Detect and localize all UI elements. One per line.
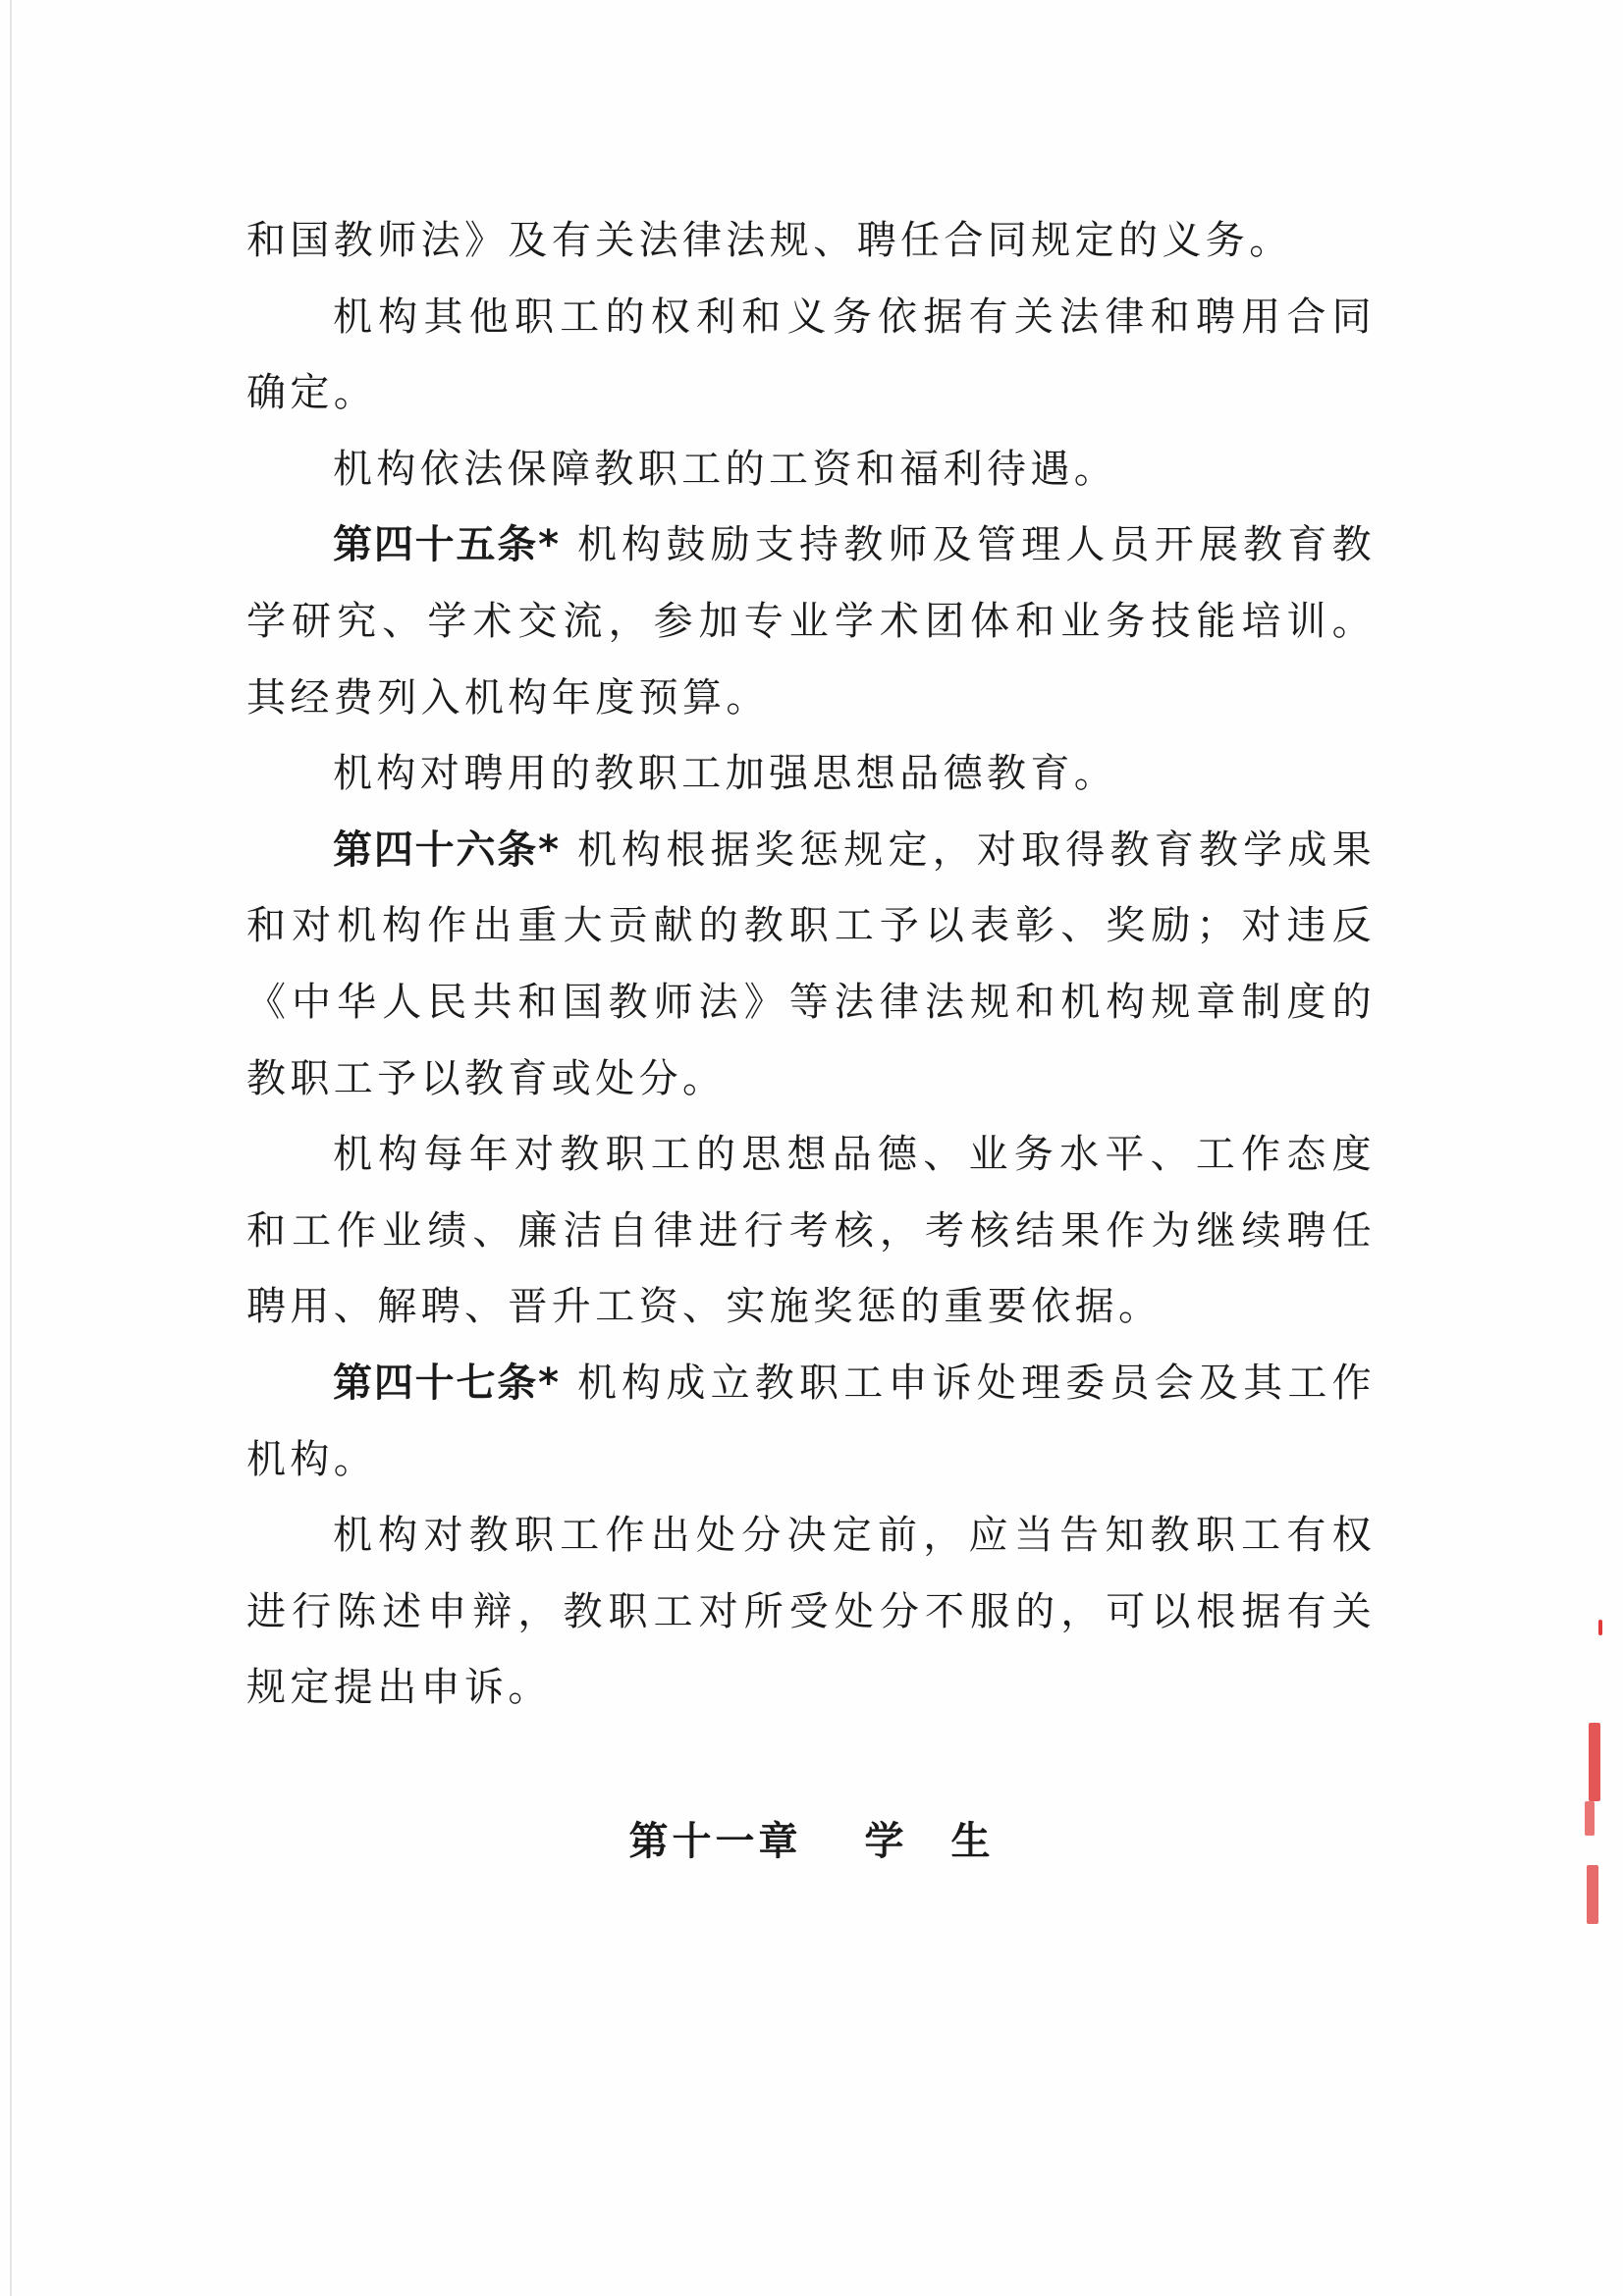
paragraph: [246, 1498, 1376, 1727]
scan-edge: [10, 0, 12, 2296]
stamp-fragment: [1587, 1865, 1598, 1924]
chapter-heading: [0, 1810, 1623, 1866]
stamp-fragment: [1598, 1620, 1602, 1635]
stamp-fragment: [1585, 1801, 1595, 1836]
paragraph: [246, 736, 1376, 813]
article-spacer: [560, 828, 577, 873]
chapter-title: 学 生: [864, 1818, 995, 1864]
paragraph-text: 机构对聘用的教职工加强思想品德教育。: [333, 751, 1118, 797]
article-text: 机构鼓励支持教师及管理人员开展教育教学研究、学术交流，参加专业学术团体和业务技能培训。其经费列入机构年度预算。: [246, 522, 1376, 721]
stamp-fragment: [1589, 1723, 1600, 1801]
paragraph: [246, 432, 1376, 508]
article-spacer: [560, 1361, 577, 1406]
article-heading: 第四十六条*: [333, 827, 560, 873]
article-47: [246, 1346, 1376, 1498]
chapter-number: 第十一章: [628, 1818, 802, 1864]
paragraph: [246, 1117, 1376, 1346]
article-heading: 第四十五条*: [333, 522, 560, 568]
article-text: 机构成立教职工申诉处理委员会及其工作机构。: [246, 1360, 1376, 1482]
article-spacer: [560, 522, 577, 567]
article-text: 机构根据奖惩规定，对取得教育教学成果和对机构作出重大贡献的教职工予以表彰、奖励；对违反《中华人民共和国教师法》等法律法规和机构规章制度的教职工予以教育或处分。: [246, 827, 1376, 1101]
paragraph-text: 和国教师法》及有关法律法规、聘任合同规定的义务。: [246, 218, 1293, 263]
paragraph-text: 机构每年对教职工的思想品德、业务水平、工作态度和工作业绩、廉洁自律进行考核，考核结果作为继续聘任聘用、解聘、晋升工资、实施奖惩的重要依据。: [246, 1132, 1376, 1330]
paragraph-continuation: [246, 203, 1376, 280]
article-heading: 第四十七条*: [333, 1360, 560, 1406]
paragraph-text: 机构其他职工的权利和义务依据有关法律和聘用合同确定。: [246, 294, 1376, 416]
article-45: [246, 507, 1376, 736]
article-46: [246, 813, 1376, 1117]
document-body: [246, 203, 1376, 1727]
paragraph: [246, 280, 1376, 432]
paragraph-text: 机构对教职工作出处分决定前，应当告知教职工有权进行陈述申辩，教职工对所受处分不服的，可以根据有关规定提出申诉。: [246, 1513, 1376, 1711]
paragraph-text: 机构依法保障教职工的工资和福利待遇。: [333, 446, 1118, 492]
